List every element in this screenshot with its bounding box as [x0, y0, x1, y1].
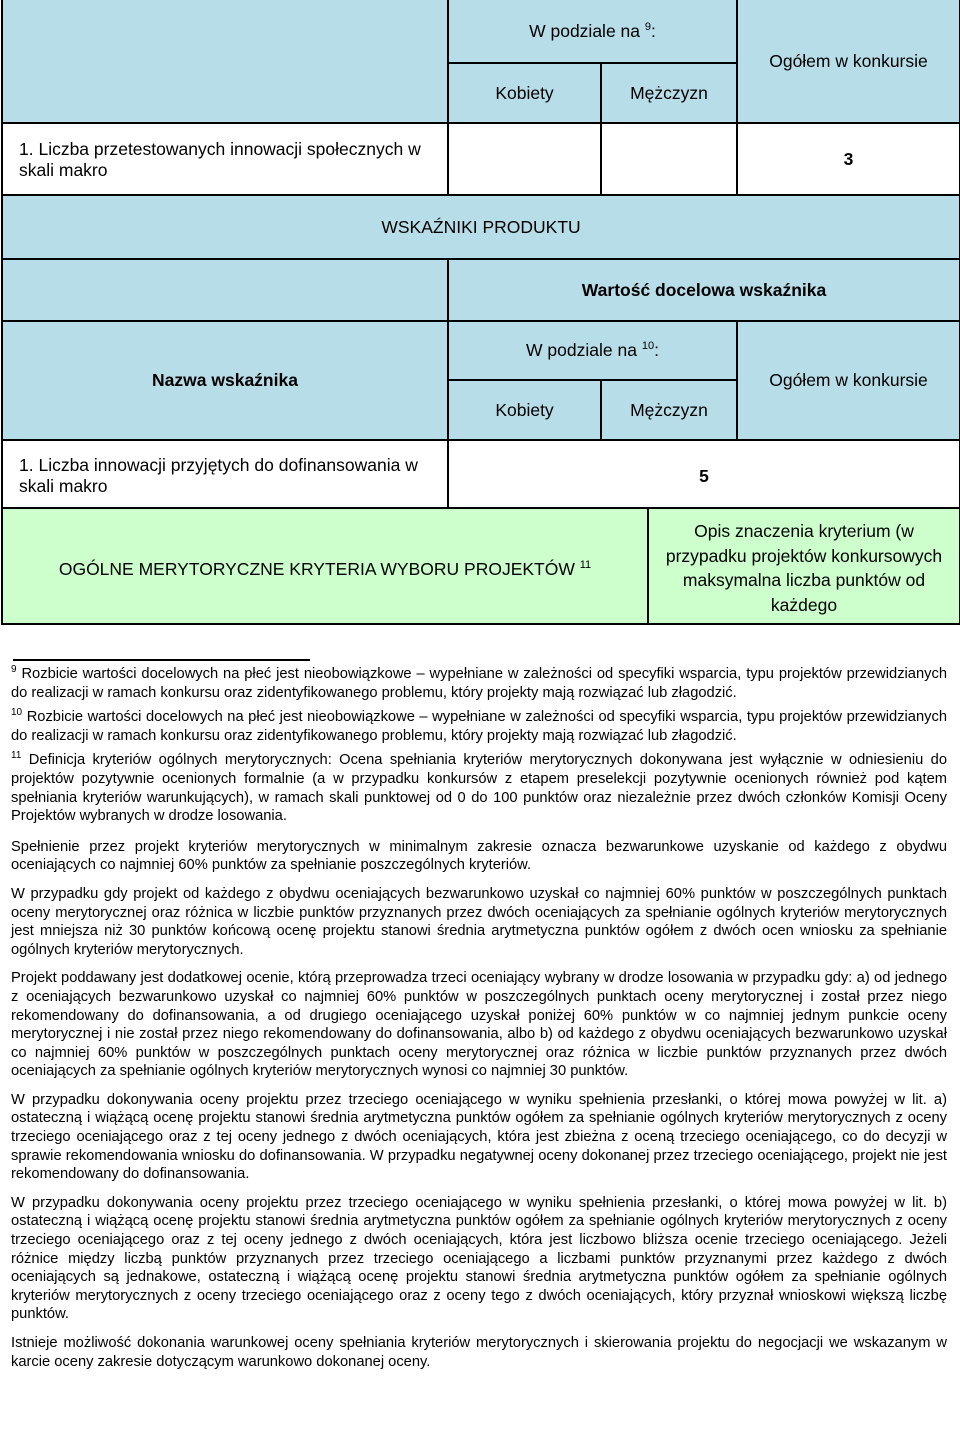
men-header: Mężczyzn [601, 63, 737, 123]
footnote-number: 10 [11, 707, 23, 719]
women-header: Kobiety [448, 63, 601, 123]
criteria-table [1, 507, 960, 625]
footnote-ref-11: 11 [579, 558, 592, 571]
women-value-cell [448, 123, 601, 196]
total-value-cell: 3 [737, 123, 960, 196]
footnote-number: 11 [11, 750, 22, 762]
split-suffix: : [654, 340, 659, 360]
criteria-desc-cell: Opis znaczenia kryterium (w przypadku projektów konkursowych maksymalna liczba punktów od każdego [648, 508, 960, 624]
footnote-text: Rozbicie wartości docelowych na płeć jest nieobowiązkowe – wypełniane w zależności od specyfiki wsparcia, typu projektów przewidzianych do realizacji w ramach konkursu oraz zidentyfikowanego problemu, który projekty mają rozwiązać lub złagodzić. [11, 666, 947, 701]
paragraph: Istnieje możliwość dokonania warunkowej oceny spełniania kryteriów merytorycznych i skierowania projektu do negocjacji we wskazanym w karcie oceny zakresie dotyczącym warunkowo dokonanej oceny. [11, 1335, 947, 1370]
women-header: Kobiety [448, 380, 601, 440]
footnote-9 [11, 665, 947, 702]
paragraph: Projekt poddawany jest dodatkowej ocenie, którą przeprowadza trzeci oceniający wybrany w drodze losowania w przypadku gdy: a) od jednego z oceniających bezwarunkowo uzyskał co najmniej 60% punktów w poszczególnych punktach oceny merytorycznej i został przez niego rekomendowany do dofinansowania, a od drugiego oceniającego uzyskał poniżej 60% punktów w co najmniej jednym punkcie oceny merytorycznej i nie został przez niego rekomendowany do dofinansowania, albo b) od każdego z obydwu oceniających bezwarunkowo uzyskał co najmniej 60% punktów w poszczególnych punktach oceny merytorycznej oraz różnica w liczbie punktów przyznanych przez dwóch oceniających za spełnianie ogólnych kryteriów merytorycznych wynosi co najmniej 30 punktów. [11, 970, 947, 1080]
notes-body [11, 665, 947, 1381]
product-indicator-table [1, 194, 960, 513]
split-suffix: : [651, 20, 656, 41]
footnote-10 [11, 708, 947, 745]
footnote-11 [11, 751, 947, 825]
footnote-number: 9 [11, 664, 17, 676]
split-label: W podziale na [529, 20, 641, 41]
paragraph: W przypadku dokonywania oceny projektu przez trzeciego oceniającego w wyniku spełnienia przesłanki, o której mowa powyżej w lit. b) ostateczną i wiążącą ocenę projektu stanowi średnia arytmetyczna punktów ogółem za spełnianie ogólnych kryteriów merytorycznych z oceny trzeciego oceniającego oraz z tej oceny jednego z dwóch oceniających, która jest liczbowo bliższa ocenie trzeciego oceniającego. Jeżeli różnice między liczbą punktów przyznanych przez trzeciego oceniającego a liczbami punktów przyznanymi przez każdego z dwóch oceniających są jednakowe, ostateczną i wiążącą ocenę projektu stanowi średnia arytmetyczna punktów ogółem za spełnianie ogólnych kryteriów merytorycznych z oceny trzeciego oceniającego oraz z oceny tego z dwóch oceniających, który przyznał wnioskowi większą liczbę punktów. [11, 1194, 947, 1323]
men-header: Mężczyzn [601, 380, 737, 440]
criteria-title: OGÓLNE MERYTORYCZNE KRYTERIA WYBORU PROJEKTÓW [58, 558, 575, 579]
footnote-text: Rozbicie wartości docelowych na płeć jest nieobowiązkowe – wypełniane w zależności od specyfiki wsparcia, typu projektów przewidzianych do realizacji w ramach konkursu oraz zidentyfikowanego problemu, który projekty mają rozwiązać lub złagodzić. [11, 709, 947, 744]
split-label: W podziale na [526, 340, 637, 360]
criteria-title-cell [2, 508, 648, 624]
indicator-value-cell: 5 [448, 440, 960, 512]
indicator-name-cell: 1. Liczba przetestowanych innowacji społecznych w skali makro [2, 123, 448, 196]
indicator-name-header: Nazwa wskaźnika [2, 321, 448, 440]
section-title: WSKAŹNIKI PRODUKTU [2, 195, 960, 259]
name-header-cell [2, 0, 448, 123]
footnote-separator [13, 659, 310, 661]
total-header-label: Ogółem w konkursie [769, 50, 928, 71]
result-indicator-table [1, 0, 960, 197]
paragraph: Spełnienie przez projekt kryteriów merytorycznych w minimalnym zakresie oznacza bezwarunkowe uzyskanie od każdego z obydwu oceniających co najmniej 60% punktów za spełnianie poszczególnych kryteriów. [11, 838, 947, 874]
split-header [448, 0, 737, 63]
footnote-ref-9: 9 [644, 20, 652, 33]
split-header [448, 321, 737, 380]
indicator-name-cell: 1. Liczba innowacji przyjętych do dofinansowania w skali makro [2, 440, 448, 512]
footnote-text: Definicja kryteriów ogólnych merytorycznych: Ocena spełniania kryteriów merytorycznych dokonywana jest wyłącznie w odniesieniu do projektów pozytywnie ocenionych formalnie (a w przypadku konkursów z etapem preselekcji pozytywnie ocenionych również pod kątem spełniania kryteriów warunkujących), w ramach skali punktowej od 0 do 100 punktów oraz niezależnie przez dwóch członków Komisji Oceny Projektów wybranych w drodze losowania. [11, 752, 947, 825]
total-header [737, 0, 960, 123]
blank-header-cell [2, 259, 448, 321]
footnote-ref-10: 10 [641, 340, 655, 353]
paragraph: W przypadku dokonywania oceny projektu przez trzeciego oceniającego w wyniku spełnienia przesłanki, o której mowa powyżej w lit. a) ostateczną i wiążącą ocenę projektu stanowi średnia arytmetyczna punktów ogółem za spełnianie ogólnych kryteriów merytorycznych z oceny trzeciego oceniającego oraz z tej oceny jednego z dwóch oceniających, która jest zbieżna z oceną trzeciego oceniającego, co do decyzji w sprawie rekomendowania wniosku do dofinansowania. W przypadku negatywnej oceny dokonanej przez trzeciego oceniającego, projekt nie jest rekomendowany do dofinansowania. [11, 1091, 947, 1183]
total-header: Ogółem w konkursie [737, 321, 960, 440]
target-value-header: Wartość docelowa wskaźnika [448, 259, 960, 321]
men-value-cell [601, 123, 737, 196]
paragraph: W przypadku gdy projekt od każdego z obydwu oceniających bezwarunkowo uzyskał co najmniej 60% punktów w poszczególnych punktach oceny merytorycznej oraz różnica w liczbie punktów przyznanych przez dwóch oceniających za spełnianie ogólnych kryteriów merytorycznych jest mniejsza niż 30 punktów końcową ocenę projektu stanowi średnia arytmetyczna punktów ogółem z dwóch ocen wniosku za spełnianie ogólnych kryteriów merytorycznych. [11, 885, 947, 958]
